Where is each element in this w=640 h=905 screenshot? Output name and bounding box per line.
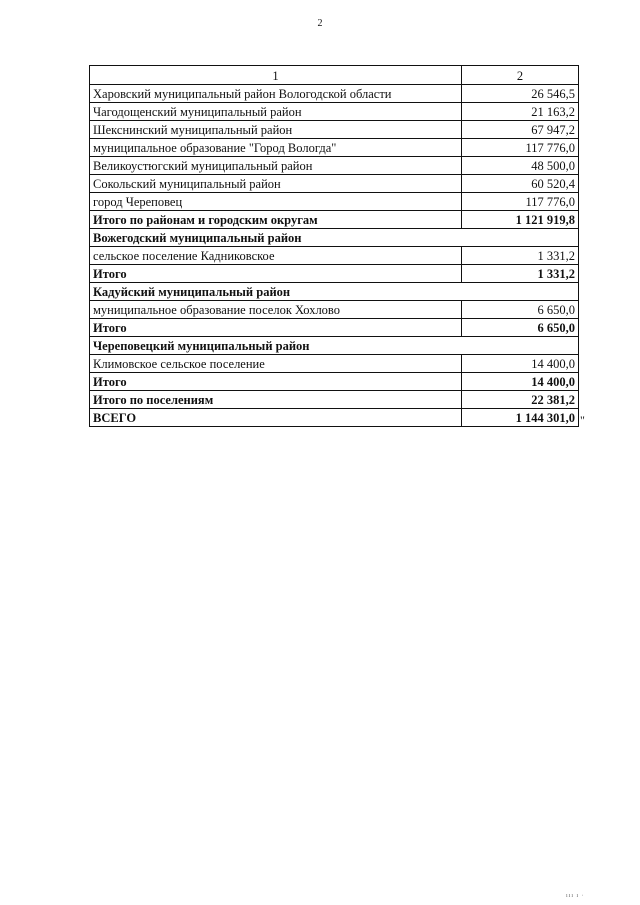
subtotal-row-settlements	[90, 391, 579, 409]
row-name: сельское поселение Кадниковское	[90, 247, 462, 265]
row-value: 1 121 919,8	[462, 211, 579, 229]
row-name: Итого по районам и городским округам	[90, 211, 462, 229]
footer-mark: ııı ı ·	[566, 893, 585, 899]
section-heading-row	[90, 283, 579, 301]
row-name: муниципальное образование "Город Вологда"	[90, 139, 462, 157]
section-heading: Череповецкий муниципальный район	[90, 337, 579, 355]
row-value: 117 776,0	[462, 139, 579, 157]
table-row	[90, 175, 579, 193]
row-value: 1 331,2	[462, 247, 579, 265]
subtotal-row	[90, 373, 579, 391]
row-value: 1 144 301,0	[462, 409, 579, 427]
page-number: 2	[317, 18, 323, 29]
row-name: Климовское сельское поселение	[90, 355, 462, 373]
row-value: 22 381,2	[462, 391, 579, 409]
row-value: 1 331,2	[462, 265, 579, 283]
section-heading-row	[90, 229, 579, 247]
row-value: 14 400,0	[462, 373, 579, 391]
row-name: Итого	[90, 373, 462, 391]
row-value: 117 776,0	[462, 193, 579, 211]
row-value: 14 400,0	[462, 355, 579, 373]
row-name: Итого	[90, 265, 462, 283]
grand-total-row	[90, 409, 579, 427]
row-value: 6 650,0	[462, 319, 579, 337]
row-name: Великоустюгский муниципальный район	[90, 157, 462, 175]
table-row	[90, 301, 579, 319]
subtotal-row-districts	[90, 211, 579, 229]
table-row	[90, 355, 579, 373]
row-value: 67 947,2	[462, 121, 579, 139]
column-header-1: 1	[90, 66, 462, 85]
row-value: 6 650,0	[462, 301, 579, 319]
table-header-row	[90, 66, 579, 85]
closing-quote-mark: "	[580, 413, 585, 427]
section-heading-row	[90, 337, 579, 355]
row-name: Шекснинский муниципальный район	[90, 121, 462, 139]
table-row	[90, 193, 579, 211]
row-name: Сокольский муниципальный район	[90, 175, 462, 193]
budget-table	[89, 65, 579, 427]
table-row	[90, 103, 579, 121]
row-name: город Череповец	[90, 193, 462, 211]
table-row	[90, 157, 579, 175]
column-header-2: 2	[462, 66, 579, 85]
table-row	[90, 139, 579, 157]
row-name: Чагодощенский муниципальный район	[90, 103, 462, 121]
subtotal-row	[90, 265, 579, 283]
row-value: 48 500,0	[462, 157, 579, 175]
table-row	[90, 121, 579, 139]
row-name: Итого	[90, 319, 462, 337]
table-row	[90, 247, 579, 265]
row-name: Итого по поселениям	[90, 391, 462, 409]
row-value: 21 163,2	[462, 103, 579, 121]
table-row	[90, 85, 579, 103]
row-name: ВСЕГО	[90, 409, 462, 427]
section-heading: Кадуйский муниципальный район	[90, 283, 579, 301]
row-value: 26 546,5	[462, 85, 579, 103]
row-name: Харовский муниципальный район Вологодской области	[90, 85, 462, 103]
subtotal-row	[90, 319, 579, 337]
row-value: 60 520,4	[462, 175, 579, 193]
row-name: муниципальное образование поселок Хохлово	[90, 301, 462, 319]
section-heading: Вожегодский муниципальный район	[90, 229, 579, 247]
